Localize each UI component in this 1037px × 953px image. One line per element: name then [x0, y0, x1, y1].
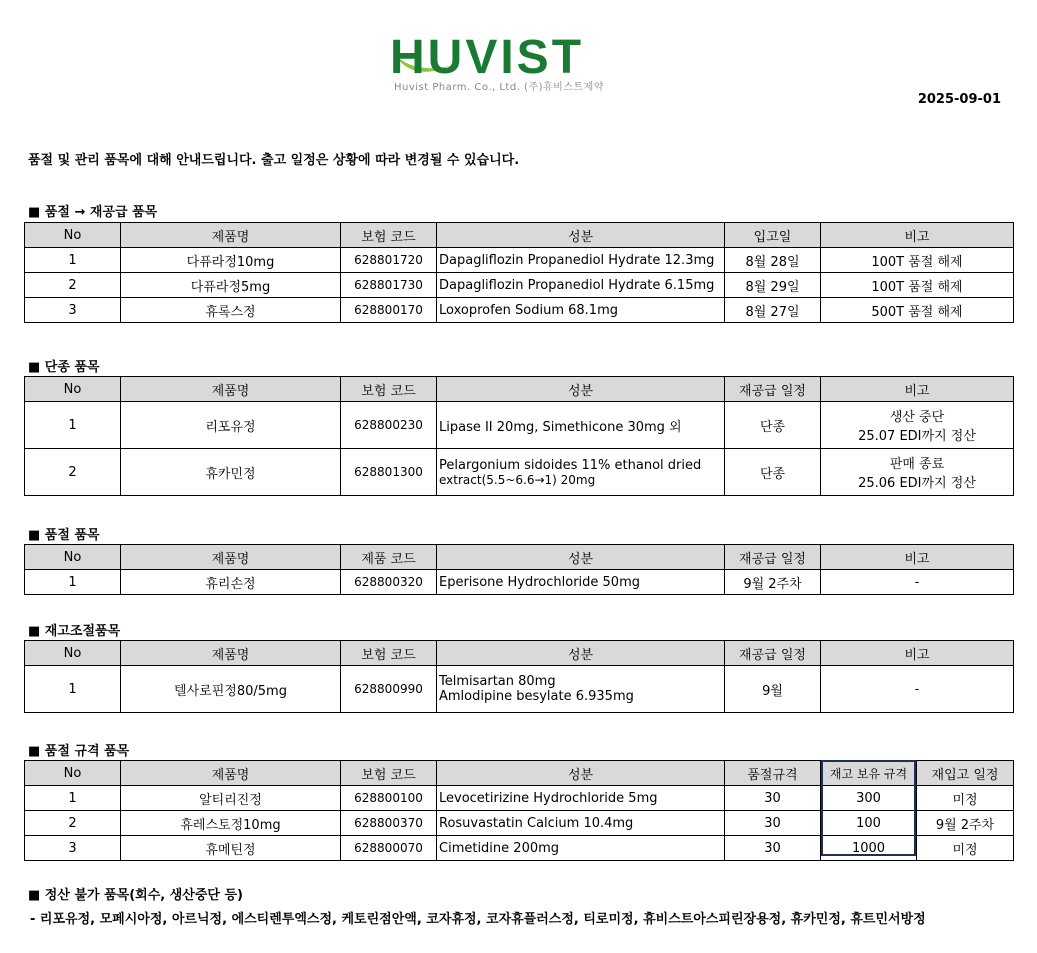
section-title-stock-control: ■ 재고조절품목 — [28, 624, 121, 639]
cell-product: 휴레스토정10mg — [121, 811, 341, 836]
col-header: 비고 — [821, 641, 1014, 666]
col-header: 재공급 일정 — [725, 377, 821, 402]
cell-schedule: 단종 — [725, 449, 821, 496]
table-row — [25, 570, 1014, 595]
table-row — [25, 273, 1014, 298]
cell-no: 2 — [25, 273, 121, 298]
cell-product: 휴메틴정 — [121, 836, 341, 861]
cell-schedule: 9월 2주차 — [725, 570, 821, 595]
cell-no: 3 — [25, 298, 121, 323]
section-title-outofstock: ■ 품절 품목 — [28, 528, 100, 543]
ingredient-line: Pelargonium sidoides 11% ethanol dried — [439, 457, 702, 473]
cell-code: 628800230 — [341, 402, 437, 449]
cell-no: 1 — [25, 402, 121, 449]
cell-ingredient: Eperisone Hydrochloride 50mg — [437, 570, 725, 595]
settlement-items: - 리포유정, 모페시아정, 아르닉정, 에스티렌투엑스정, 케토린점안액, 코자휴정, 코자휴플러스정, 티로미정, 휴비스트아스피린장용정, 휴카민정, 휴트민서방정 — [30, 912, 926, 927]
col-header: 제품명 — [121, 641, 341, 666]
cell-no: 1 — [25, 570, 121, 595]
cell-product: 휴리손정 — [121, 570, 341, 595]
col-header: 성분 — [437, 377, 725, 402]
col-header: 제품명 — [121, 761, 341, 786]
cell-date: 8월 29일 — [725, 273, 821, 298]
col-header: 제품명 — [121, 223, 341, 248]
col-header: No — [25, 223, 121, 248]
cell-ingredient: Cimetidine 200mg — [437, 836, 725, 861]
table-header-row — [25, 377, 1014, 402]
outofstock-table — [24, 544, 1014, 595]
stock-size-highlight — [821, 760, 916, 856]
cell-ingredient: Loxoprofen Sodium 68.1mg — [437, 298, 725, 323]
section-title-discontinued: ■ 단종 품목 — [28, 360, 100, 375]
table-row — [25, 402, 1014, 449]
cell-date: 8월 28일 — [725, 248, 821, 273]
table-row — [25, 449, 1014, 496]
col-header: No — [25, 545, 121, 570]
cell-product: 다퓨라정5mg — [121, 273, 341, 298]
document-date: 2025-09-01 — [917, 92, 1001, 107]
col-header: 보험 코드 — [341, 641, 437, 666]
col-header: 비고 — [821, 545, 1014, 570]
cell-stock-size: 100 — [821, 811, 917, 836]
cell-restock: 9월 2주차 — [917, 811, 1014, 836]
cell-schedule: 단종 — [725, 402, 821, 449]
table-header-row — [25, 223, 1014, 248]
cell-ingredient — [437, 449, 725, 496]
cell-soldout-size: 30 — [725, 836, 821, 861]
cell-stock-size: 1000 — [821, 836, 917, 861]
note-line: 25.07 EDI까지 정산 — [858, 429, 976, 444]
col-header: 보험 코드 — [341, 223, 437, 248]
cell-ingredient — [437, 666, 725, 713]
cell-note — [821, 449, 1014, 496]
cell-code: 628800370 — [341, 811, 437, 836]
col-header: 성분 — [437, 545, 725, 570]
col-header: 재고 보유 규격 — [821, 761, 917, 786]
cell-restock: 미정 — [917, 836, 1014, 861]
cell-stock-size: 300 — [821, 786, 917, 811]
cell-product: 다퓨라정10mg — [121, 248, 341, 273]
ingredient-line: extract(5.5~6.6→1) 20mg — [439, 472, 596, 487]
table-header-row — [25, 545, 1014, 570]
discontinued-table — [24, 376, 1014, 496]
section-title-settlement: ■ 정산 불가 품목(회수, 생산중단 등) — [28, 888, 243, 903]
cell-code: 628800320 — [341, 570, 437, 595]
cell-ingredient: Dapagliflozin Propanediol Hydrate 6.15mg — [437, 273, 725, 298]
col-header: 제품명 — [121, 377, 341, 402]
cell-product: 휴카민정 — [121, 449, 341, 496]
cell-code: 628800170 — [341, 298, 437, 323]
cell-product: 휴록스정 — [121, 298, 341, 323]
note-line: 생산 중단 — [889, 410, 945, 425]
col-header: 비고 — [821, 223, 1014, 248]
cell-code: 628801730 — [341, 273, 437, 298]
col-header: 비고 — [821, 377, 1014, 402]
cell-code: 628800990 — [341, 666, 437, 713]
col-header: 보험 코드 — [341, 377, 437, 402]
cell-schedule: 9월 — [725, 666, 821, 713]
cell-note: - — [821, 570, 1014, 595]
cell-note: 500T 품절 해제 — [821, 298, 1014, 323]
col-header: 재공급 일정 — [725, 641, 821, 666]
col-header: 품절규격 — [725, 761, 821, 786]
col-header: 제품명 — [121, 545, 341, 570]
table-row — [25, 666, 1014, 713]
col-header: 성분 — [437, 761, 725, 786]
cell-product: 텔사로핀정80/5mg — [121, 666, 341, 713]
cell-no: 2 — [25, 449, 121, 496]
ingredient-line: Amlodipine besylate 6.935mg — [439, 689, 634, 704]
table-row — [25, 298, 1014, 323]
cell-no: 1 — [25, 786, 121, 811]
cell-ingredient: Rosuvastatin Calcium 10.4mg — [437, 811, 725, 836]
cell-note — [821, 402, 1014, 449]
table-row — [25, 248, 1014, 273]
col-header: 제품 코드 — [341, 545, 437, 570]
table-header-row — [25, 641, 1014, 666]
cell-ingredient: Levocetirizine Hydrochloride 5mg — [437, 786, 725, 811]
cell-no: 1 — [25, 666, 121, 713]
stock-control-table — [24, 640, 1014, 713]
cell-ingredient: Lipase II 20mg, Simethicone 30mg 외 — [437, 402, 725, 449]
cell-code: 628801300 — [341, 449, 437, 496]
cell-soldout-size: 30 — [725, 786, 821, 811]
col-header: 입고일 — [725, 223, 821, 248]
cell-product: 알티리진정 — [121, 786, 341, 811]
section-title-resupply: ■ 품절 → 재공급 품목 — [28, 205, 158, 220]
cell-date: 8월 27일 — [725, 298, 821, 323]
col-header: No — [25, 641, 121, 666]
intro-text: 품절 및 관리 품목에 대해 안내드립니다. 출고 일정은 상황에 따라 변경될 수 있습니다. — [28, 153, 520, 168]
cell-restock: 미정 — [917, 786, 1014, 811]
company-logo — [390, 31, 660, 96]
note-line: 25.06 EDI까지 정산 — [858, 476, 976, 491]
note-line: 판매 종료 — [889, 457, 945, 472]
cell-ingredient: Dapagliflozin Propanediol Hydrate 12.3mg — [437, 248, 725, 273]
cell-soldout-size: 30 — [725, 811, 821, 836]
col-header: 보험 코드 — [341, 761, 437, 786]
cell-note: 100T 품절 해제 — [821, 248, 1014, 273]
cell-no: 3 — [25, 836, 121, 861]
ingredient-line: Telmisartan 80mg — [439, 674, 556, 689]
cell-product: 리포유정 — [121, 402, 341, 449]
cell-no: 1 — [25, 248, 121, 273]
resupply-table — [24, 222, 1014, 323]
logo-wordmark: HUVIST — [390, 31, 585, 84]
cell-note: - — [821, 666, 1014, 713]
cell-code: 628800070 — [341, 836, 437, 861]
logo-subtitle: Huvist Pharm. Co., Ltd. (주)휴비스트제약 — [394, 82, 604, 93]
col-header: No — [25, 761, 121, 786]
cell-no: 2 — [25, 811, 121, 836]
cell-code: 628800100 — [341, 786, 437, 811]
col-header: 성분 — [437, 641, 725, 666]
col-header: No — [25, 377, 121, 402]
cell-note: 100T 품절 해제 — [821, 273, 1014, 298]
cell-code: 628801720 — [341, 248, 437, 273]
col-header: 재공급 일정 — [725, 545, 821, 570]
col-header: 재입고 일정 — [917, 761, 1014, 786]
col-header: 성분 — [437, 223, 725, 248]
section-title-size-outofstock: ■ 품절 규격 품목 — [28, 744, 130, 759]
